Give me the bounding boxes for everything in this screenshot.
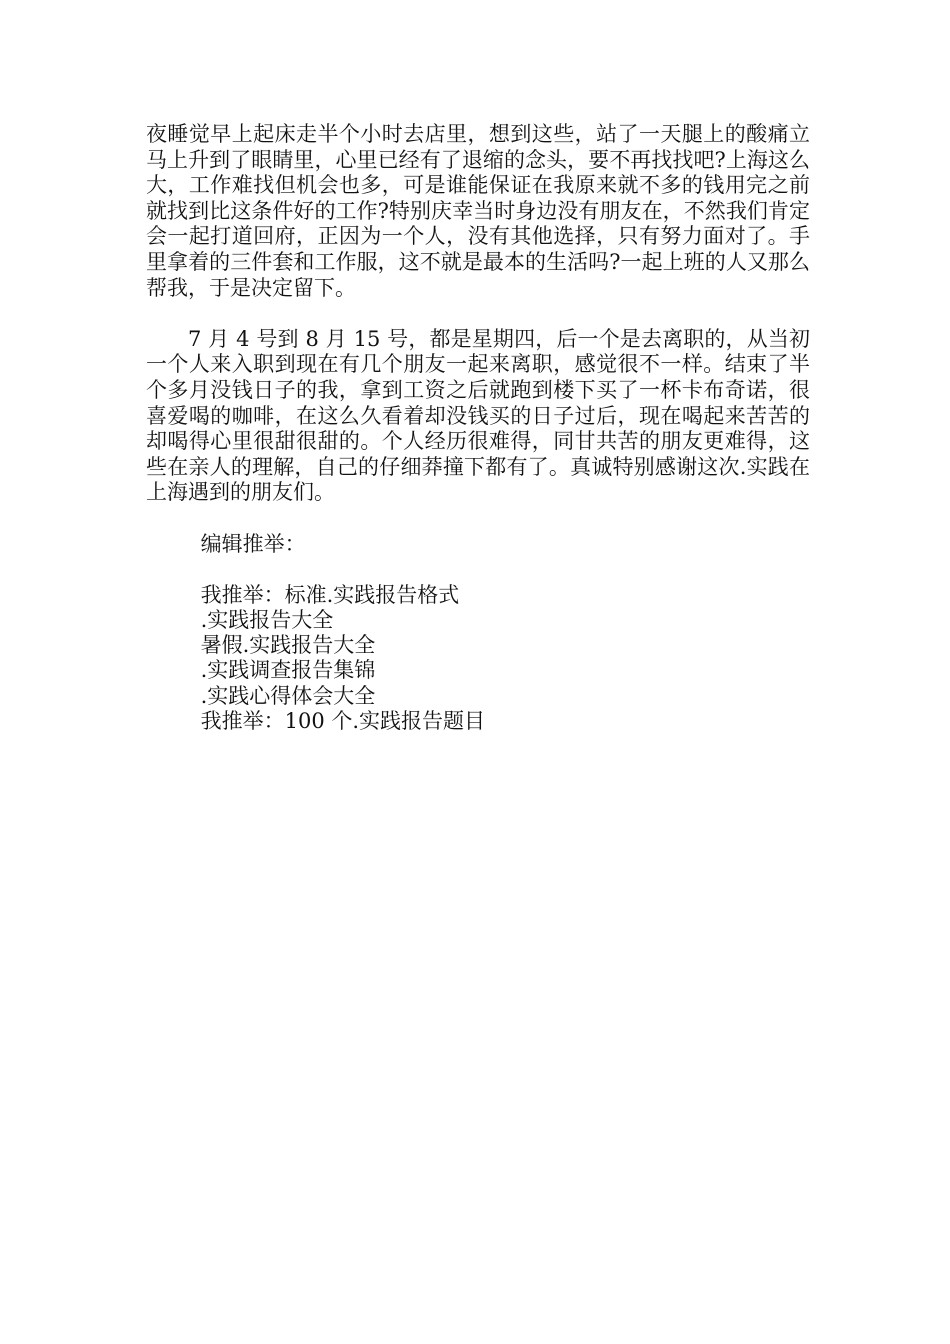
recommend-list bbox=[146, 583, 810, 734]
recommend-link[interactable]: .实践调查报告集锦 bbox=[200, 658, 376, 683]
paragraph-continuation: 夜睡觉早上起床走半个小时去店里，想到这些，站了一天腿上的酸痛立马上升到了眼睛里，心里已经有了退缩的念头，要不再找找吧?上海这么大，工作难找但机会也多，可是谁能保证在我原来就不多的钱用完之前就找到比这条件好的工作?特别庆幸当时身边没有朋友在，不然我们肯定会一起打道回府，正因为一个人，没有其他选择，只有努力面对了。手里拿着的三件套和工作服，这不就是最本的生活吗?一起上班的人又那么帮我，于是决定留下。 bbox=[146, 122, 810, 300]
recommend-link[interactable]: .实践心得体会大全 bbox=[200, 683, 376, 708]
recommend-link[interactable]: 我推举：标准.实践报告格式 bbox=[200, 582, 460, 607]
recommend-heading: 编辑推举： bbox=[200, 531, 306, 556]
document-body bbox=[146, 122, 810, 734]
paragraph-resignation: 7 月 4 号到 8 月 15 号，都是星期四，后一个是去离职的，从当初一个人来入职到现在有几个朋友一起来离职，感觉很不一样。结束了半个多月没钱日子的我，拿到工资之后就跑到楼下买了一杯卡布奇诺，很喜爱喝的咖啡，在这么久看着却没钱买的日子过后，现在喝起来苦苦的却喝得心里很甜很甜的。个人经历很难得，同甘共苦的朋友更难得，这些在亲人的理解，自己的仔细莽撞下都有了。真诚特别感谢这次.实践在上海遇到的朋友们。 bbox=[146, 326, 810, 505]
recommend-link[interactable]: 暑假.实践报告大全 bbox=[200, 633, 376, 658]
recommend-link[interactable]: 我推举：100 个.实践报告题目 bbox=[200, 708, 486, 733]
recommend-link[interactable]: .实践报告大全 bbox=[200, 607, 334, 632]
